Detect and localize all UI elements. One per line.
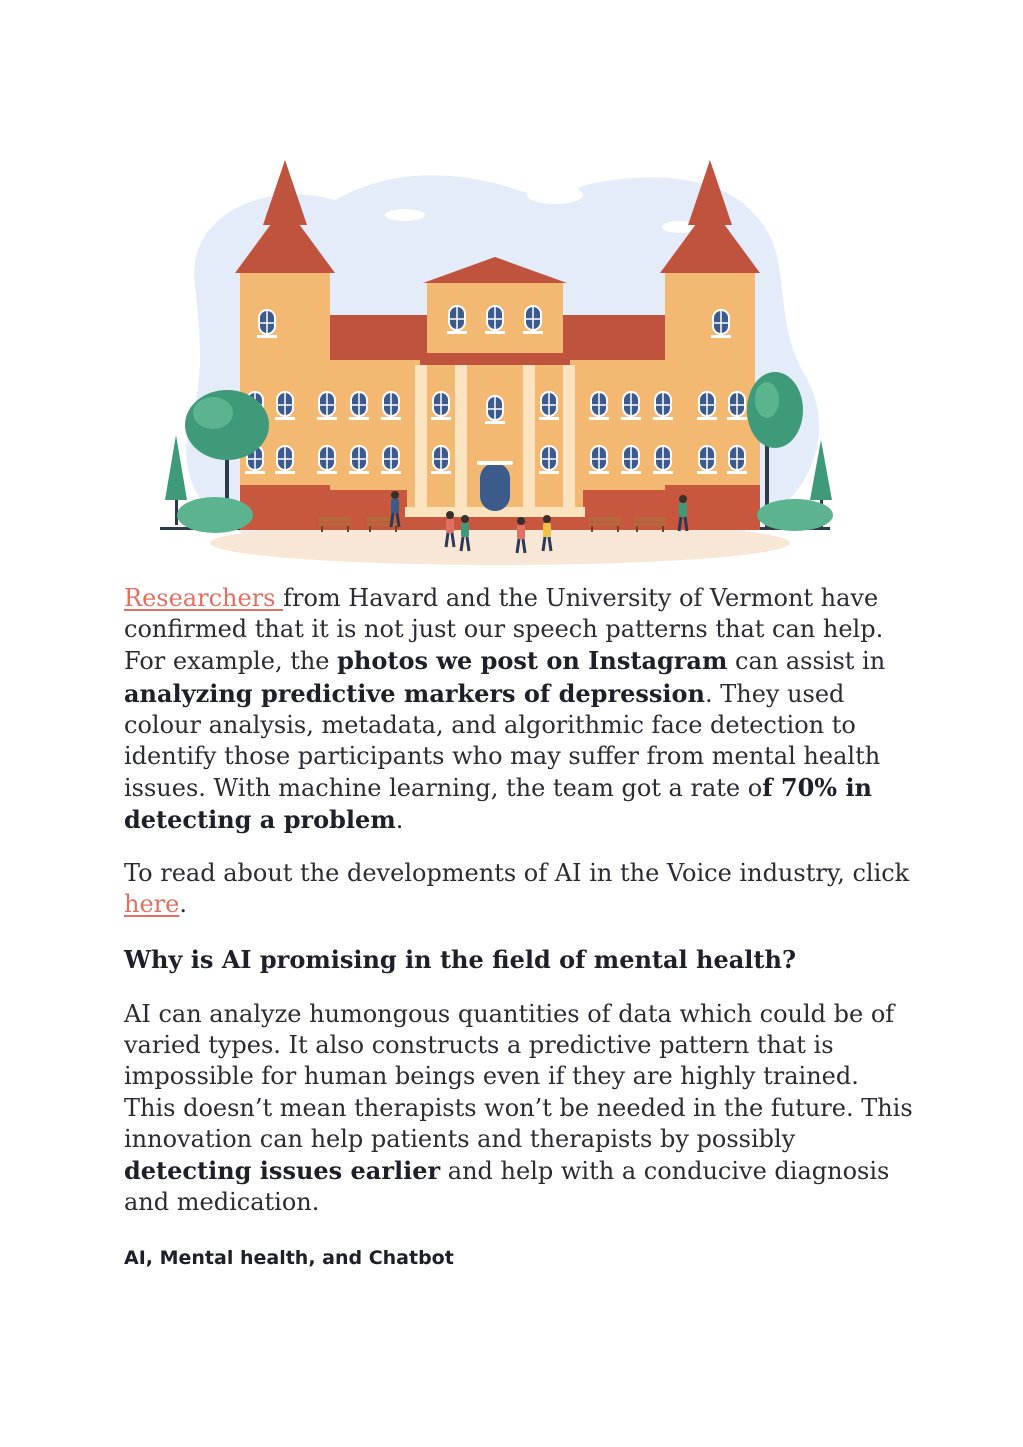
researchers-link[interactable]: Researchers (124, 584, 284, 612)
ai-paragraph (124, 999, 914, 1218)
voice-paragraph (124, 858, 914, 920)
intro-paragraph (124, 583, 914, 837)
intro-text-2: can assist in (727, 647, 886, 676)
ai-bold-detecting: detecting issues earlier (124, 1156, 441, 1186)
intro-text-3: . They used colour analysis, metadata, and algorithmic face detection to identify those participants who may suffer from mental health issues. With machine learning, the team got a rate o (124, 679, 881, 803)
ai-text-2: and help with a conducive diagnosis and medication. (124, 1157, 890, 1217)
subheading: AI, Mental health, and Chatbot (124, 1247, 454, 1269)
voice-text-2: . (179, 890, 187, 919)
section-heading: Why is AI promising in the field of mental health? (124, 945, 796, 974)
intro-bold-instagram: photos we post on Instagram (337, 646, 728, 676)
intro-text-1: from Havard and the University of Vermont have confirmed that it is not just our speech patterns that can help. For example, the (124, 584, 884, 676)
voice-text-1: To read about the developments of AI in the Voice industry, click (124, 859, 910, 887)
intro-bold-depression: analyzing predictive markers of depression (124, 678, 705, 708)
intro-bold-rate: f 70% in detecting a problem (124, 773, 873, 835)
university-building-illustration (155, 145, 840, 565)
here-link[interactable]: here (124, 890, 180, 919)
ai-text-1: AI can analyze humongous quantities of data which could be of varied types. It also constructs a predictive pattern that is impossible for human beings even if they are highly trained. This doesn’t mean therapists won’t be needed in the future. This innovation can help patients and therapists by possibly (124, 1000, 913, 1153)
intro-text-4: . (395, 806, 404, 835)
